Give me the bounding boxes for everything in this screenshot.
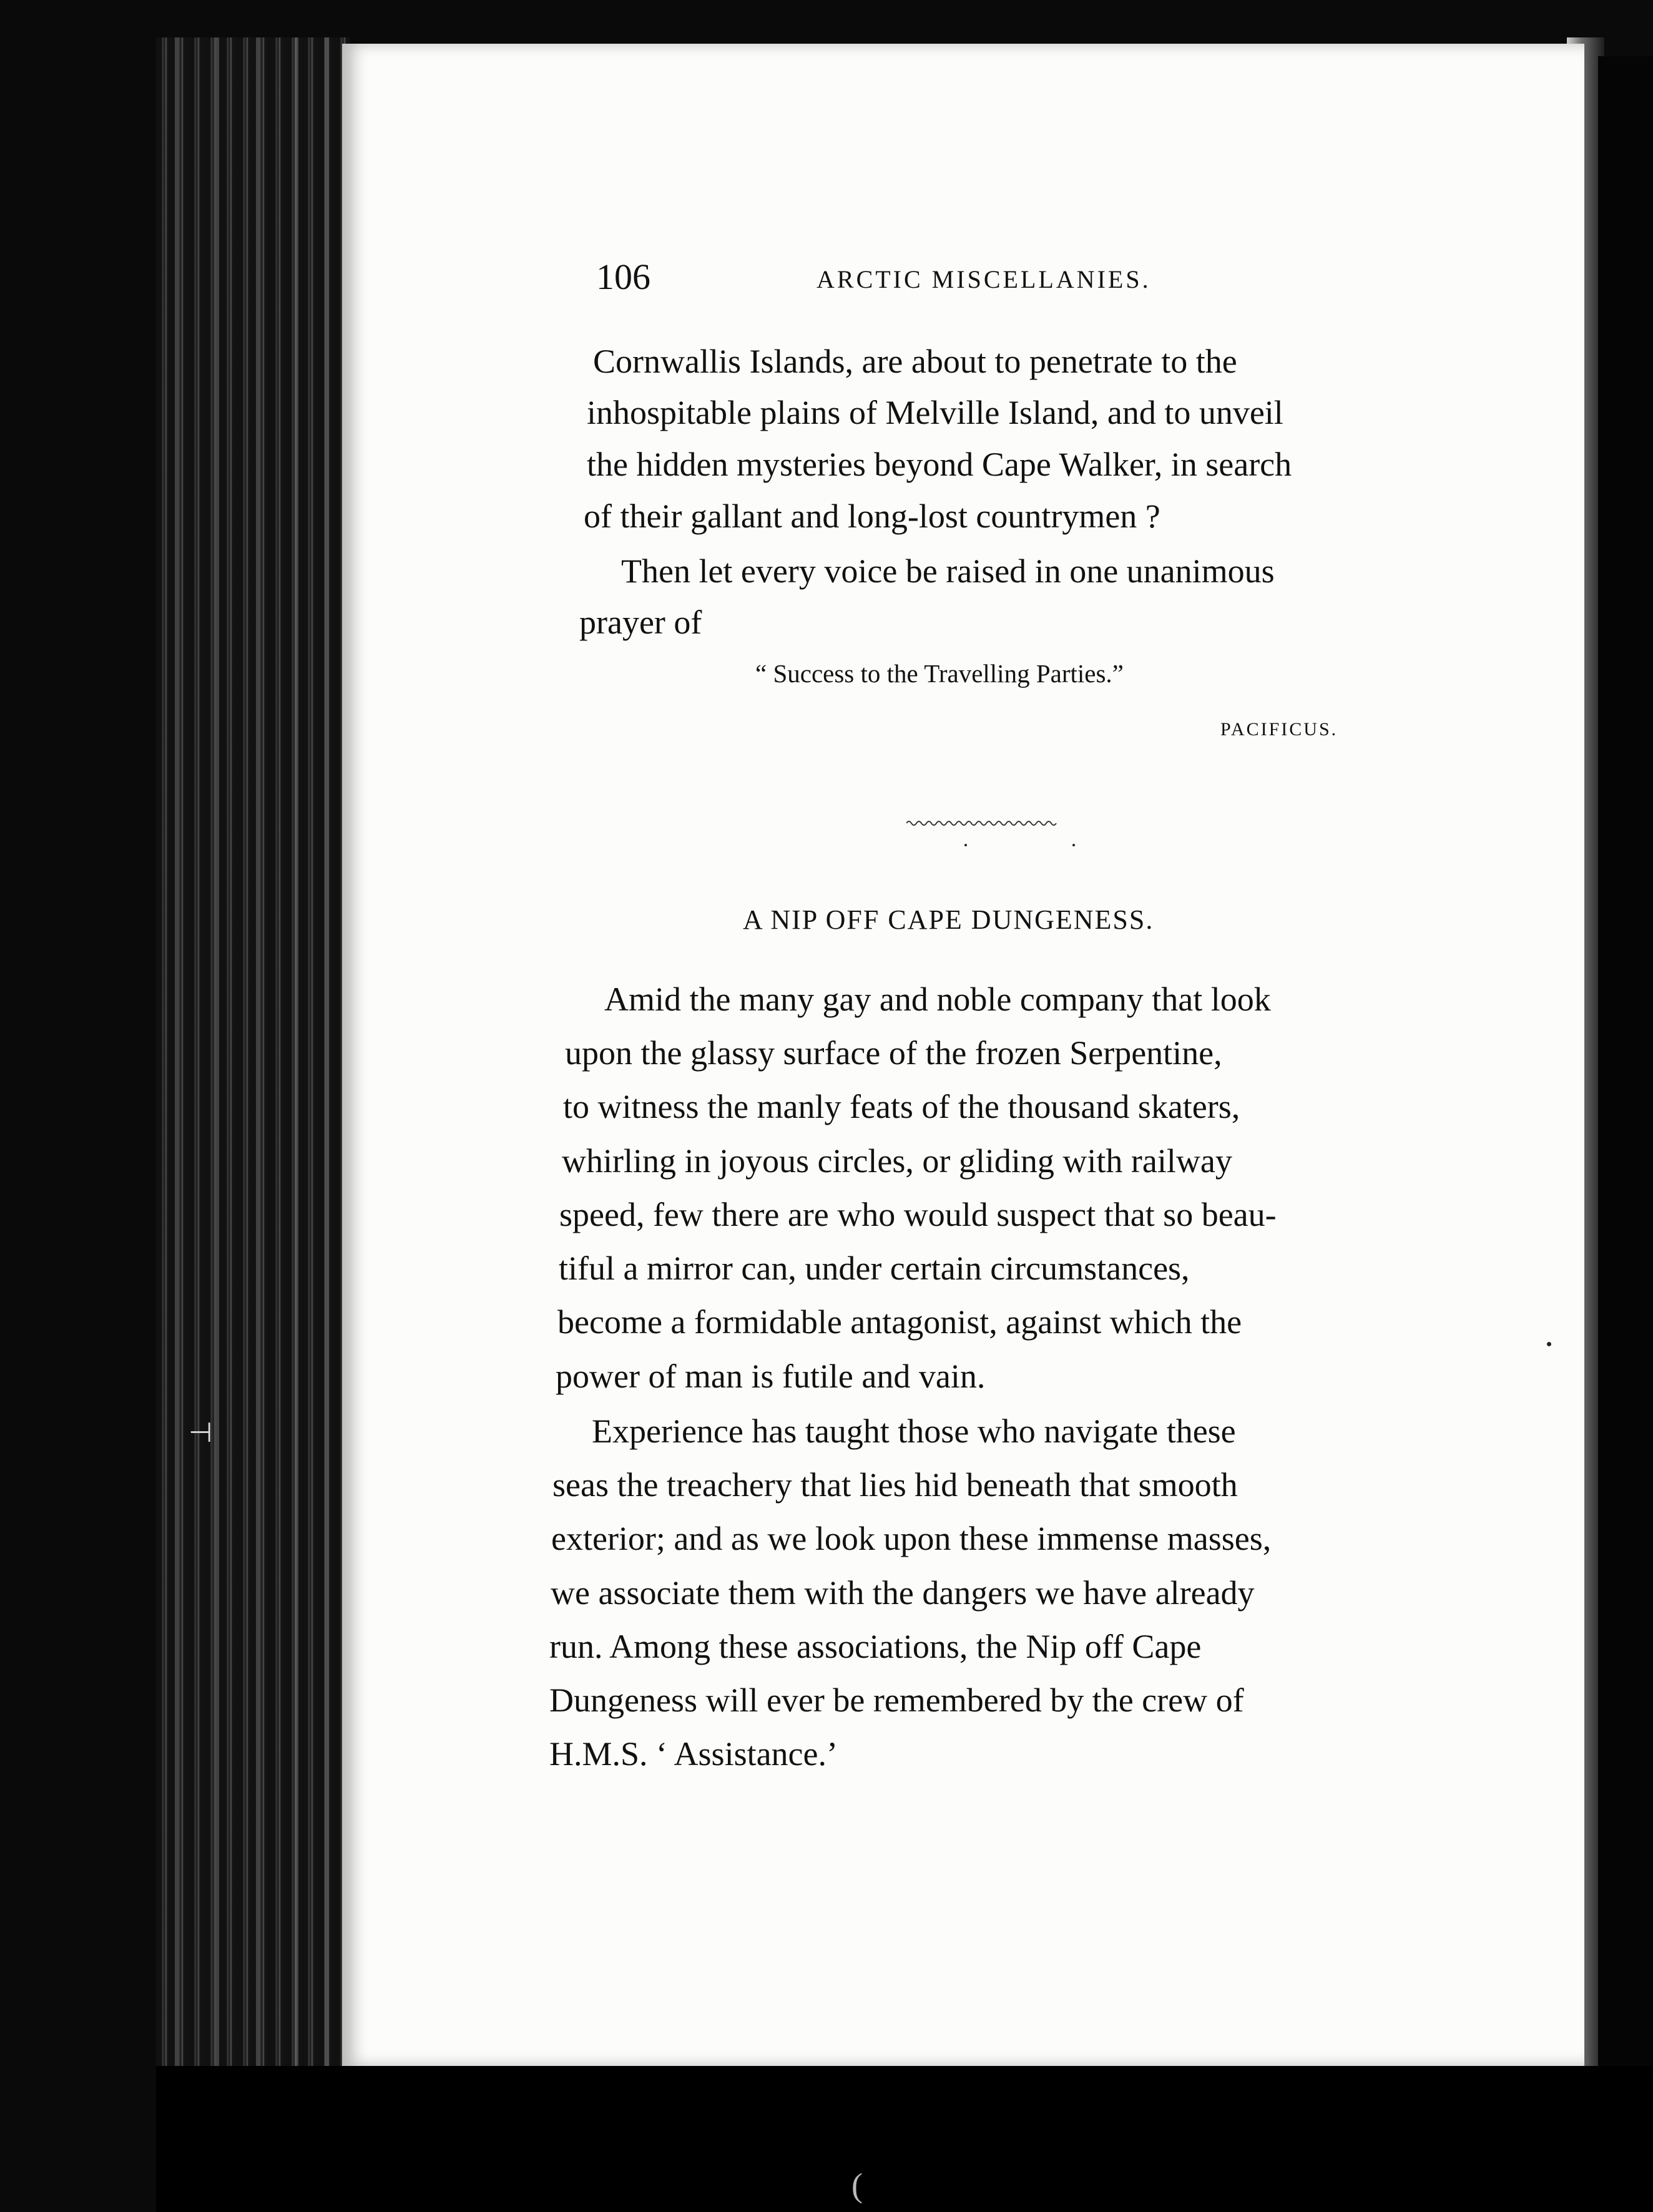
right-shadow [1598,56,1653,2066]
author-signature: PACIFICUS. [1220,719,1338,740]
toast-quote: “ Success to the Travelling Parties.” [755,659,1124,688]
text-line: the hidden mysteries beyond Cape Walker, in search [587,446,1292,483]
section-divider-ornament [906,819,1062,828]
text-line: seas the treachery that lies hid beneath that smooth [552,1466,1238,1504]
text-line: Experience has taught those who navigate these [592,1412,1236,1450]
ornament-dot [964,844,967,846]
page-number: 106 [596,257,650,297]
text-line: we associate them with the dangers we have already [551,1574,1255,1612]
text-line: to witness the manly feats of the thousand skaters, [563,1088,1240,1125]
text-line: Amid the many gay and noble company that look [604,981,1271,1018]
text-line: of their gallant and long-lost countrymen ? [584,497,1160,535]
text-line: H.M.S. ‘ Assistance.’ [549,1735,838,1773]
text-line: inhospitable plains of Melville Island, and to unveil [587,394,1283,431]
text-line: whirling in joyous circles, or gliding with railway [562,1142,1232,1180]
text-line: power of man is futile and vain. [556,1358,986,1395]
ornament-dot [1072,844,1075,846]
scan-bottom-border [156,2066,1653,2212]
text-line: run. Among these associations, the Nip off Cape [549,1628,1202,1665]
text-line: Then let every voice be raised in one unanimous [621,552,1275,590]
page-edge-stack [156,37,350,2066]
text-line: Cornwallis Islands, are about to penetrate to the [593,343,1237,380]
text-line: prayer of [579,604,702,641]
text-line: upon the glassy surface of the frozen Serpentine, [565,1034,1222,1072]
margin-dot [1547,1342,1551,1346]
margin-artifact: ⊣ [189,1417,213,1449]
text-line: tiful a mirror can, under certain circumstances, [559,1250,1190,1287]
section-title: A NIP OFF CAPE DUNGENESS. [743,904,1154,935]
text-line: speed, few there are who would suspect that so beau- [559,1196,1277,1233]
text-line: exterior; and as we look upon these immense masses, [551,1520,1272,1557]
text-line: Dungeness will ever be remembered by the crew of [549,1681,1244,1719]
text-line: become a formidable antagonist, against which the [557,1303,1242,1341]
running-head: ARCTIC MISCELLANIES. [817,265,1151,293]
scan-artifact: ( [851,2166,863,2204]
